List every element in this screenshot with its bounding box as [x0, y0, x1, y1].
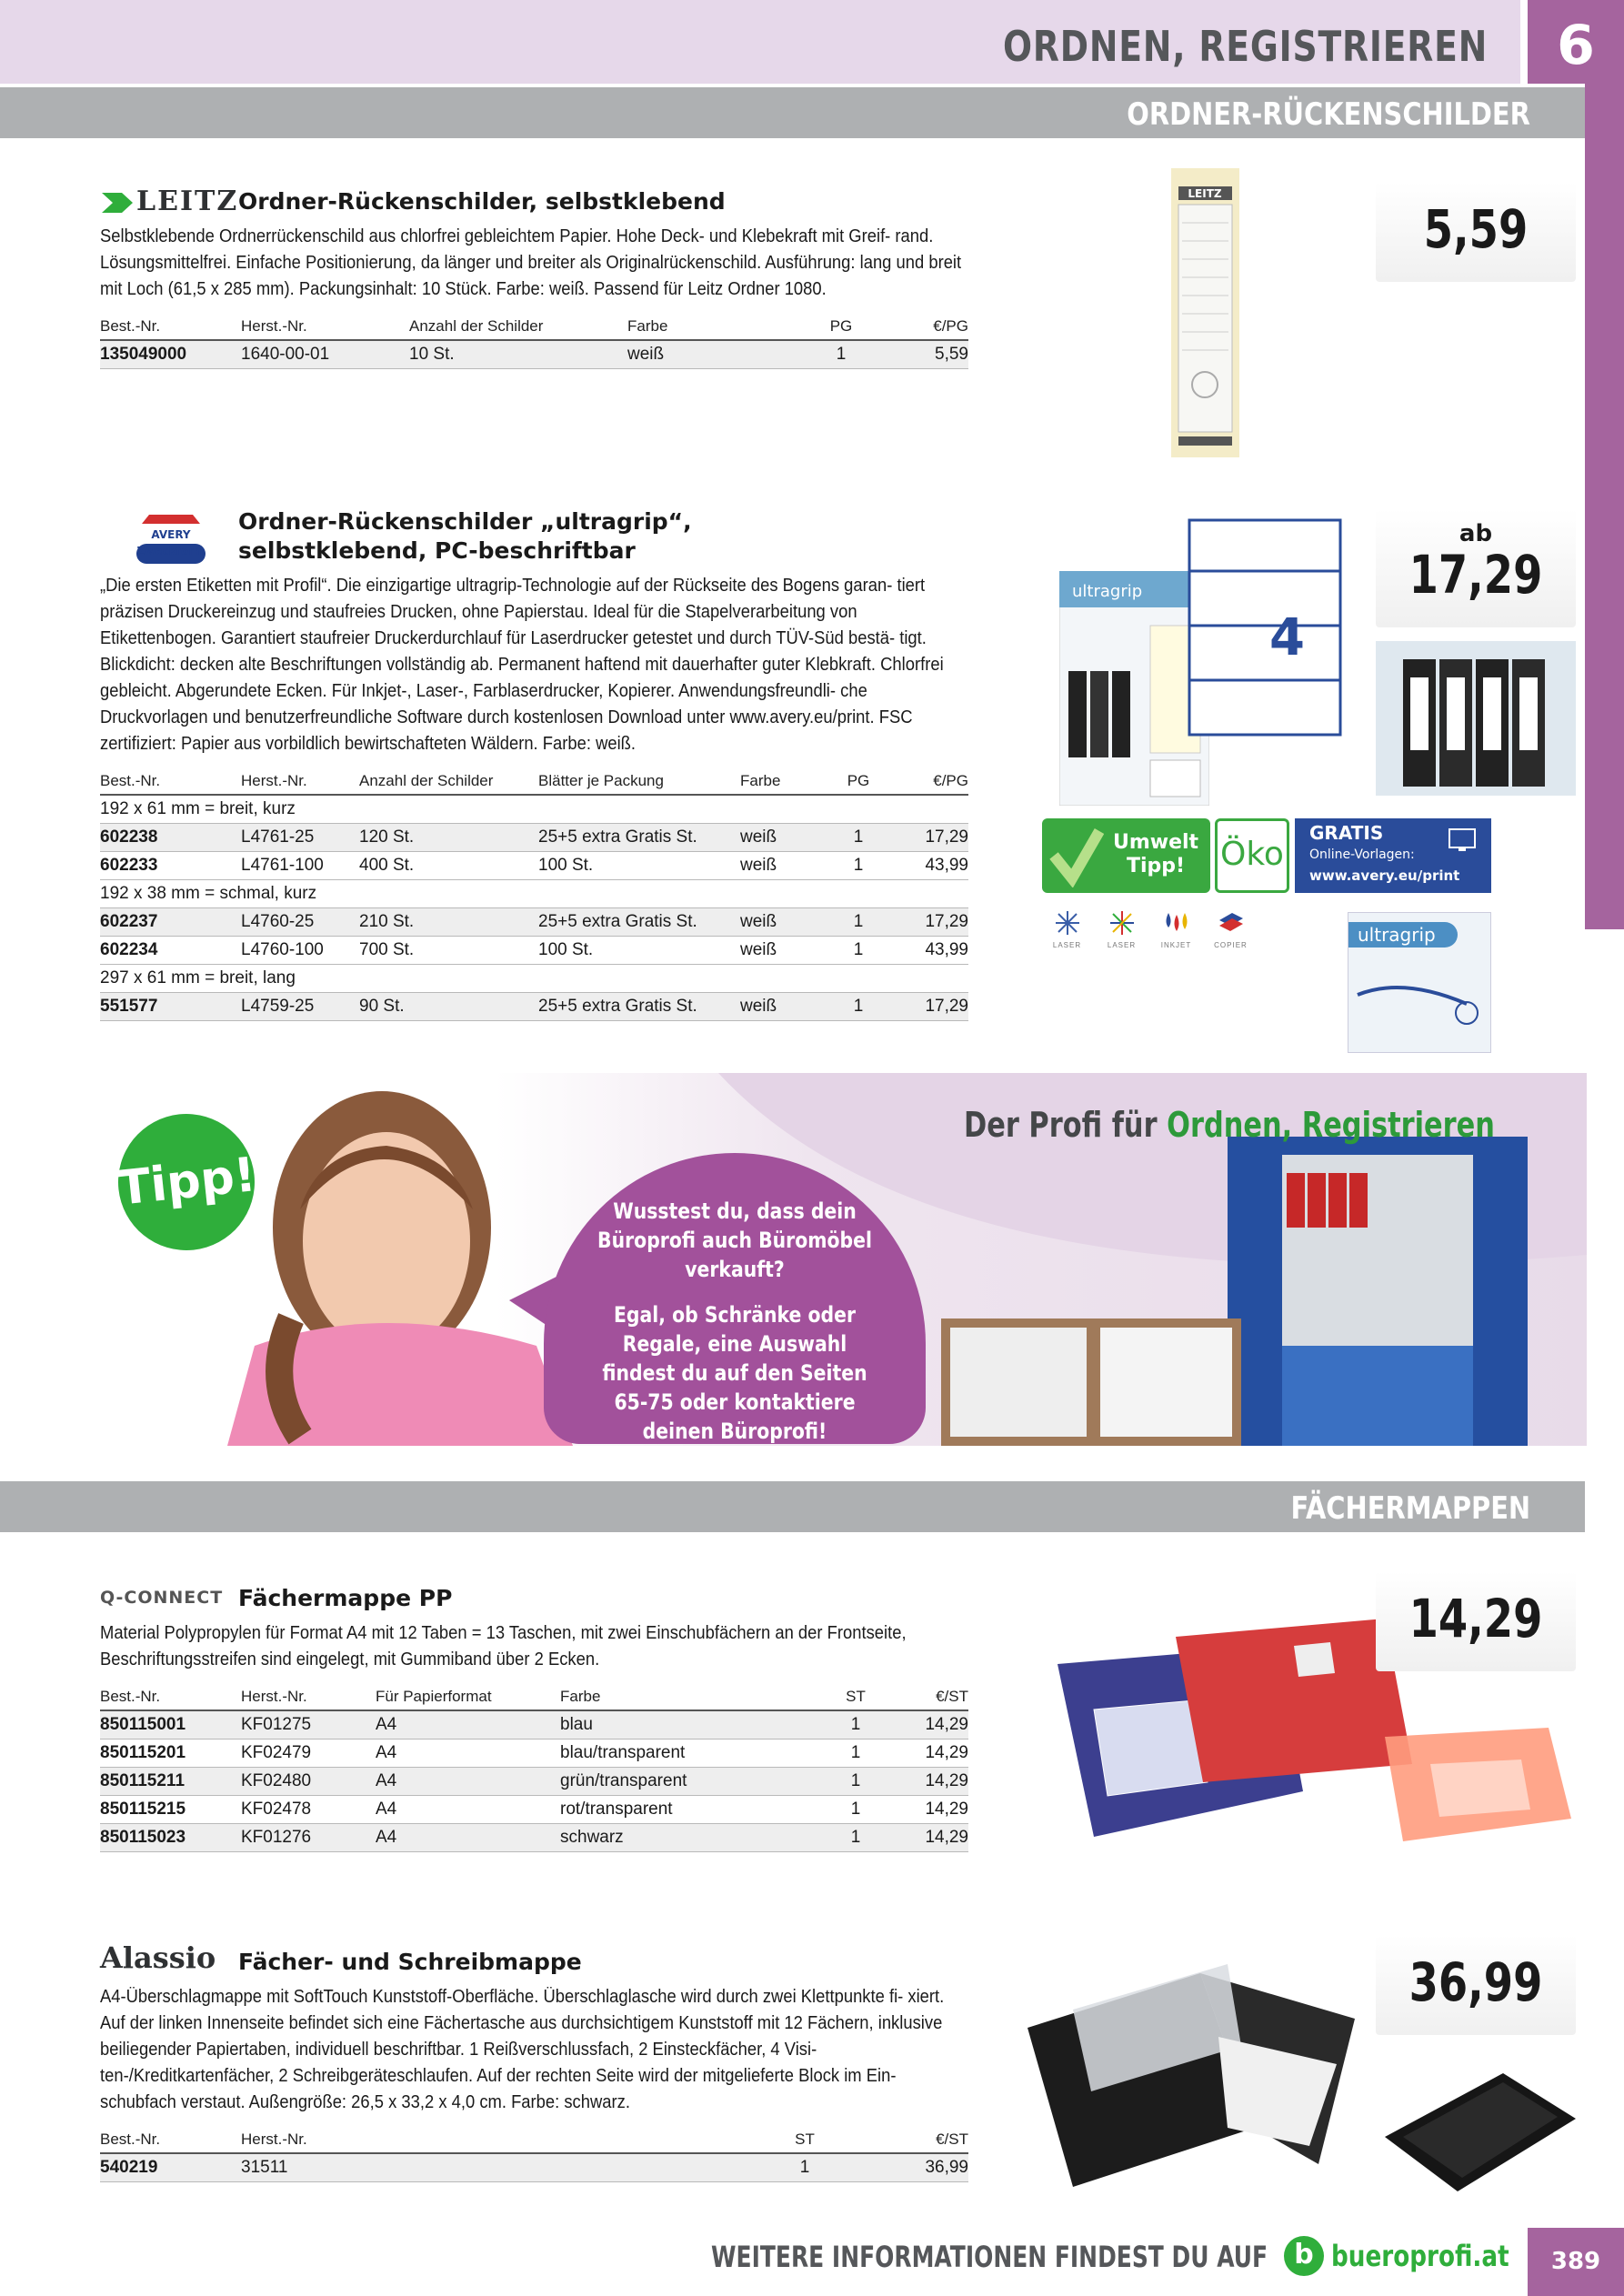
- price-box-alassio: [1376, 1935, 1576, 2035]
- cell-herst-nr: KF02480: [241, 1767, 376, 1795]
- price-value: 36,99: [1408, 1951, 1543, 2013]
- cell-herst-nr: KF02478: [241, 1795, 376, 1823]
- cell-farbe: rot/transparent: [560, 1795, 833, 1823]
- cell-anzahl: 120 St.: [359, 823, 538, 851]
- speech-bubble: [544, 1153, 926, 1444]
- cell-price: 43,99: [886, 936, 968, 964]
- cell-pg: 1: [831, 851, 886, 879]
- price-value: 5,59: [1423, 198, 1529, 260]
- cell-blaetter: 25+5 extra Gratis St.: [538, 992, 740, 1020]
- umwelt-tipp-badge: [1042, 818, 1210, 893]
- col-header: Anzahl der Schilder: [409, 314, 627, 340]
- gratis-sub: Online-Vorlagen:: [1309, 847, 1415, 862]
- banner-title-accent: Ordnen, Registrieren: [1167, 1105, 1495, 1145]
- print-feed-icon: [1348, 958, 1492, 1049]
- icon-label: LASER: [1107, 941, 1137, 949]
- cell-herst-nr: 31511: [241, 2153, 777, 2181]
- bueroprofi-logo-icon: b: [1284, 2236, 1324, 2276]
- col-header: €/ST: [832, 2127, 968, 2153]
- cell-blaetter: 25+5 extra Gratis St.: [538, 907, 740, 936]
- banner-title: [964, 1105, 1495, 1145]
- price-prefix: ab: [1459, 520, 1493, 547]
- table-row[interactable]: [100, 2153, 968, 2181]
- cell-st: 1: [833, 1767, 878, 1795]
- cell-farbe: weiß: [627, 340, 809, 368]
- cell-price: 5,59: [873, 340, 968, 368]
- col-header: €/PG: [886, 768, 968, 795]
- brand-logo-qconnect: [100, 1588, 223, 1608]
- cell-price: 14,29: [878, 1739, 968, 1767]
- cell-farbe: weiß: [740, 936, 831, 964]
- cell-pg: 1: [831, 823, 886, 851]
- cell-price: 14,29: [878, 1823, 968, 1851]
- cell-herst-nr: L4759-25: [241, 992, 359, 1020]
- cell-best-nr: 850115211: [100, 1767, 241, 1795]
- col-header: €/ST: [878, 1684, 968, 1710]
- umwelt-text: Umwelt Tipp!: [1112, 831, 1199, 877]
- col-header: Herst.-Nr.: [241, 768, 359, 795]
- table-row[interactable]: [100, 823, 968, 851]
- laser-icon: [1042, 909, 1092, 949]
- product-description: Material Polypropylen für Format A4 mit 12 Taben = 13 Taschen, mit zwei Einschubfächern an der Frontseite, Beschriftungsstreifen sind eingelegt, mit Gummiband über 2 Ecken.: [100, 1623, 907, 1669]
- cell-st: 1: [833, 1710, 878, 1739]
- gratis-url[interactable]: www.avery.eu/print: [1309, 867, 1460, 884]
- col-header: Best.-Nr.: [100, 768, 241, 795]
- table-group-label: [100, 964, 968, 992]
- price-box-qconnect: [1376, 1571, 1576, 1671]
- cell-best-nr: 551577: [100, 992, 241, 1020]
- oeko-badge: [1215, 818, 1289, 893]
- ultragrip-tag: [1348, 922, 1458, 947]
- cell-herst-nr: KF01275: [241, 1710, 376, 1739]
- inkjet-icon: [1151, 909, 1201, 949]
- cell-anzahl: 90 St.: [359, 992, 538, 1020]
- gratis-title: GRATIS: [1309, 822, 1384, 844]
- table-row[interactable]: [100, 1823, 968, 1851]
- product-description: A4-Überschlagmappe mit SoftTouch Kunststoff-Oberfläche. Überschlaglasche wird durch zwei Klettpunkte fi- xiert. Auf der linken Innenseite befindet sich eine Fächertasche aus durchsichtigem Kunststoff mit 12 Fächern, inklusive beiliegender Papiertaben, individuell beschriftbar. 1 Reißverschlussfach, 2 Einsteckfächer, 4 Visi- ten-/Kreditkartenfächer, 2 Schreibgeräteschlaufen. Auf der rechten Seite wird der mitgelieferte Block im Ein- schubfach verstaut. Außengröße: 26,5 x 33,2 x 4,0 cm. Farbe: schwarz.: [100, 1987, 945, 2112]
- cell-price: 43,99: [886, 851, 968, 879]
- col-header: Blätter je Packung: [538, 768, 740, 795]
- brand-logo-leitz: [100, 185, 239, 223]
- chapter-title: ORDNEN, REGISTRIEREN: [1002, 22, 1488, 71]
- group-label: 297 x 61 mm = breit, lang: [100, 964, 968, 992]
- price-value: 17,29: [1408, 544, 1543, 606]
- table-row[interactable]: [100, 1739, 968, 1767]
- cell-pg: 1: [831, 936, 886, 964]
- cell-herst-nr: L4760-100: [241, 936, 359, 964]
- cell-price: 17,29: [886, 823, 968, 851]
- cell-farbe: schwarz: [560, 1823, 833, 1851]
- section-title: ORDNER-RÜCKENSCHILDER: [1127, 96, 1530, 133]
- product-description: „Die ersten Etiketten mit Profil“. Die einzigartige ultragrip-Technologie auf der Rückseite des Bogens garan- tiert präzisen Druckereinzug und staufreies Drucken, ohne Papierstau. Ideal für die Stapelverarbeitung von Etikettenbogen. Garantiert staufreier Druckerdurchlauf für Laserdrucker getestet und durch TÜV-Süd bestä- tigt. Blickdicht: decken alte Beschriftungen vollständig ab. Permanent haftend mit dauerhafter guter Klebkraft. Chlorfrei gebleicht. Abgerundete Ecken. Für Inkjet-, Laser-, Farblaserdrucker, Kopierer. Anwendungsfreundli- che Druckvorlagen und benutzerfreundliche Software durch kostenlosen Download unter www.avery.eu/print. FSC zertifiziert: Papier aus vorbildlich bewirtschafteten Wäldern. Farbe: weiß.: [100, 576, 944, 754]
- cell-best-nr: 602234: [100, 936, 241, 964]
- table-row[interactable]: [100, 936, 968, 964]
- product-title: Fächermappe PP: [238, 1585, 453, 1611]
- col-header: Best.-Nr.: [100, 2127, 241, 2153]
- cell-pg: 1: [831, 907, 886, 936]
- icon-label: COPIER: [1214, 941, 1248, 949]
- group-label: 192 x 38 mm = schmal, kurz: [100, 879, 968, 907]
- cell-farbe: blau: [560, 1710, 833, 1739]
- table-group-label: [100, 795, 968, 823]
- tipp-badge: Tipp!: [112, 1108, 262, 1258]
- group-label: 192 x 61 mm = breit, kurz: [100, 795, 968, 823]
- cell-best-nr: 602233: [100, 851, 241, 879]
- product-table: [100, 1684, 968, 1852]
- cell-anzahl: 400 St.: [359, 851, 538, 879]
- chapter-side-strip: [1585, 84, 1624, 929]
- gratis-badge: [1295, 818, 1491, 893]
- col-header: Herst.-Nr.: [241, 1684, 376, 1710]
- cell-farbe: grün/transparent: [560, 1767, 833, 1795]
- col-header: Best.-Nr.: [100, 314, 241, 340]
- brand-name: Alassio: [100, 1940, 216, 1975]
- cell-blaetter: 100 St.: [538, 936, 740, 964]
- table-row[interactable]: [100, 1710, 968, 1739]
- brand-name: LEITZ: [136, 185, 239, 217]
- ultragrip-image: [1348, 912, 1491, 1053]
- cell-best-nr: 135049000: [100, 340, 241, 368]
- svg-text:ultragrip: ultragrip: [1072, 582, 1143, 601]
- product-leitz: [100, 187, 968, 369]
- col-header: PG: [831, 768, 886, 795]
- footer-logo[interactable]: [1284, 2233, 1549, 2279]
- brand-logo-alassio: [100, 1940, 216, 1975]
- cell-best-nr: 850115001: [100, 1710, 241, 1739]
- cell-farbe: weiß: [740, 992, 831, 1020]
- product-table: [100, 768, 968, 1021]
- leitz-label-image: [1171, 168, 1239, 457]
- brand-name: AVERY Zweckform: [136, 528, 206, 557]
- cell-best-nr: 602237: [100, 907, 241, 936]
- col-header: Farbe: [627, 314, 809, 340]
- icon-label: INKJET: [1160, 941, 1192, 949]
- avery-label-sheet-image: [1188, 518, 1342, 737]
- color-laser-icon: [1097, 909, 1147, 949]
- cell-best-nr: 850115023: [100, 1823, 241, 1851]
- col-header: Herst.-Nr.: [241, 2127, 777, 2153]
- qconnect-folders-image: [1039, 1609, 1417, 1850]
- col-header: Für Papierformat: [376, 1684, 560, 1710]
- col-header: €/PG: [873, 314, 968, 340]
- cell-st: 1: [833, 1739, 878, 1767]
- cell-farbe: weiß: [740, 823, 831, 851]
- col-header: Herst.-Nr.: [241, 314, 409, 340]
- cell-herst-nr: L4761-25: [241, 823, 359, 851]
- icon-label: LASER: [1052, 941, 1082, 949]
- price-value: 14,29: [1408, 1588, 1543, 1649]
- table-group-label: [100, 879, 968, 907]
- cell-best-nr: 602238: [100, 823, 241, 851]
- cell-herst-nr: KF01276: [241, 1823, 376, 1851]
- page-number: 389: [1528, 2228, 1624, 2296]
- table-row[interactable]: [100, 907, 968, 936]
- product-table: [100, 2127, 968, 2182]
- cell-format: A4: [376, 1823, 560, 1851]
- copier-icon: [1206, 909, 1256, 949]
- cell-format: A4: [376, 1739, 560, 1767]
- oeko-text: Öko: [1220, 836, 1284, 873]
- cell-pg: 1: [831, 992, 886, 1020]
- product-title: Ordner-Rückenschilder, selbstklebend: [238, 188, 726, 215]
- cell-farbe: weiß: [740, 907, 831, 936]
- cell-format: A4: [376, 1710, 560, 1739]
- col-header: ST: [777, 2127, 832, 2153]
- cell-st: 1: [833, 1795, 878, 1823]
- cell-anzahl: 210 St.: [359, 907, 538, 936]
- printer-icons: [1042, 909, 1278, 959]
- cell-best-nr: 850115215: [100, 1795, 241, 1823]
- product-qconnect: [100, 1584, 968, 1852]
- cell-format: A4: [376, 1767, 560, 1795]
- col-header: Farbe: [560, 1684, 833, 1710]
- col-header: Best.-Nr.: [100, 1684, 241, 1710]
- cell-farbe: blau/transparent: [560, 1739, 833, 1767]
- table-row[interactable]: [100, 992, 968, 1020]
- cell-best-nr: 850115201: [100, 1739, 241, 1767]
- cell-price: 36,99: [832, 2153, 968, 2181]
- cell-blaetter: 100 St.: [538, 851, 740, 879]
- col-header: PG: [809, 314, 873, 340]
- checkmark-icon: [1049, 824, 1104, 887]
- cell-herst-nr: KF02479: [241, 1739, 376, 1767]
- table-row[interactable]: [100, 851, 968, 879]
- footer-url[interactable]: bueroprofi.at: [1331, 2239, 1509, 2273]
- cell-price: 14,29: [878, 1710, 968, 1739]
- cell-st: 1: [777, 2153, 832, 2181]
- cell-format: A4: [376, 1795, 560, 1823]
- cell-blaetter: 25+5 extra Gratis St.: [538, 823, 740, 851]
- ultragrip-text: ultragrip: [1358, 924, 1436, 946]
- product-description: Selbstklebende Ordnerrückenschild aus chlorfrei gebleichtem Papier. Hohe Deck- und Klebekraft mit Greif- rand. Lösungsmittelfrei. Einfache Positionierung, da länger und breiter als Originalrückenschild. Ausführung: lang und breit mit Loch (61,5 x 285 mm). Packungsinhalt: 10 Stück. Farbe: weiß. Passend für Leitz Ordner 1080.: [100, 226, 962, 299]
- product-table: [100, 314, 968, 369]
- footer-text: WEITERE INFORMATIONEN FINDEST DU AUF: [711, 2240, 1268, 2274]
- product-alassio: [100, 1940, 968, 2182]
- cell-price: 14,29: [878, 1767, 968, 1795]
- product-title: Fächer- und Schreibmappe: [238, 1949, 582, 1975]
- bubble-question: Wusstest du, dass dein Büroprofi auch Büromöbel verkauft?: [597, 1198, 872, 1282]
- alassio-open-folder-image: [1018, 1946, 1364, 2187]
- product-avery: [100, 507, 968, 1021]
- cell-anzahl: 700 St.: [359, 936, 538, 964]
- cell-farbe: weiß: [740, 851, 831, 879]
- cell-price: 17,29: [886, 907, 968, 936]
- cell-anzahl: 10 St.: [409, 340, 627, 368]
- table-row[interactable]: [100, 1767, 968, 1795]
- product-title: Ordner-Rückenschilder „ultragrip“, selbstklebend, PC-beschriftbar: [238, 508, 692, 564]
- price-box-leitz: [1376, 182, 1576, 282]
- cell-st: 1: [833, 1823, 878, 1851]
- label-count-number: 4: [1269, 608, 1305, 667]
- chapter-number-tab[interactable]: 6: [1528, 0, 1624, 84]
- monitor-icon: [1448, 827, 1484, 855]
- svg-text:LEITZ: LEITZ: [1188, 187, 1222, 200]
- cell-pg: 1: [809, 340, 873, 368]
- brand-logo-avery: [125, 513, 216, 572]
- col-header: Anzahl der Schilder: [359, 768, 538, 795]
- table-row[interactable]: [100, 1795, 968, 1823]
- section-bar-ruecken: [0, 84, 1585, 138]
- avery-binders-image: [1376, 641, 1576, 796]
- section-title: FÄCHERMAPPEN: [1290, 1490, 1530, 1527]
- price-box-avery: [1376, 509, 1576, 627]
- brand-name: Q-CONNECT: [100, 1588, 224, 1608]
- cell-price: 17,29: [886, 992, 968, 1020]
- cell-best-nr: 540219: [100, 2153, 241, 2181]
- col-header: ST: [833, 1684, 878, 1710]
- cell-herst-nr: L4761-100: [241, 851, 359, 879]
- alassio-closed-folder-image: [1376, 2064, 1580, 2201]
- bubble-answer: Egal, ob Schränke oder Regale, eine Auswahl findest du auf den Seiten 65-75 oder kontaktiere deinen Büroprofi!: [602, 1302, 867, 1444]
- cell-herst-nr: 1640-00-01: [241, 340, 409, 368]
- cell-price: 14,29: [878, 1795, 968, 1823]
- section-bar-faecher: [0, 1478, 1585, 1532]
- table-row[interactable]: [100, 340, 968, 368]
- qconnect-transparent-image: [1376, 1709, 1580, 1846]
- col-header: Farbe: [740, 768, 831, 795]
- cell-herst-nr: L4760-25: [241, 907, 359, 936]
- banner-title-prefix: Der Profi für: [964, 1105, 1168, 1145]
